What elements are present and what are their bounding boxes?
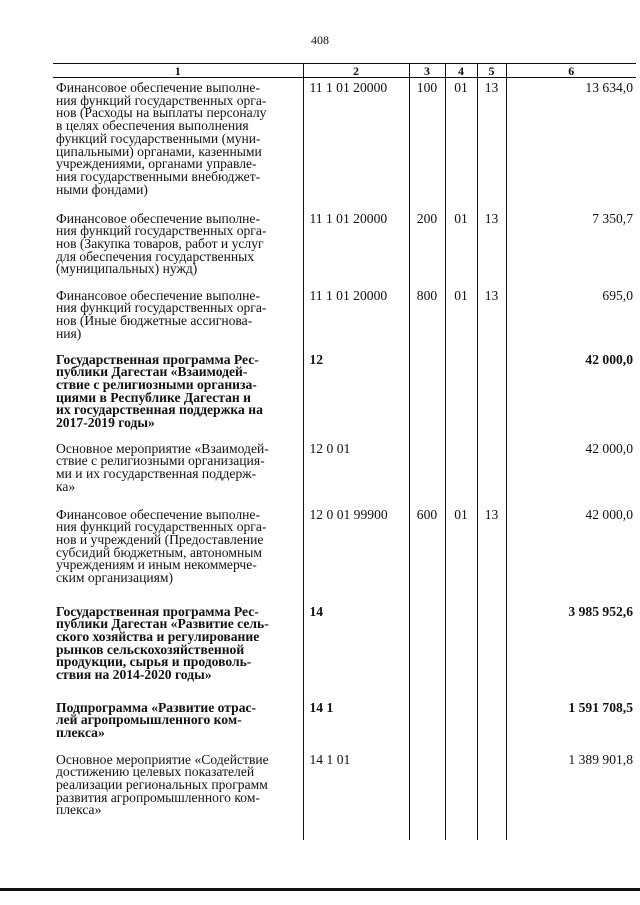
row-pr: 13 bbox=[477, 505, 506, 602]
row-amount: 42 000,0 bbox=[506, 505, 636, 602]
row-rz bbox=[445, 698, 477, 750]
row-code: 14 1 01 bbox=[303, 750, 409, 840]
row-pr: 13 bbox=[477, 78, 506, 209]
row-code: 11 1 01 20000 bbox=[303, 78, 409, 209]
row-code: 14 1 bbox=[303, 698, 409, 750]
table-row bbox=[53, 698, 636, 750]
row-code: 11 1 01 20000 bbox=[303, 286, 409, 350]
row-amount: 7 350,7 bbox=[506, 209, 636, 286]
row-vr: 100 bbox=[409, 78, 445, 209]
row-pr: 13 bbox=[477, 209, 506, 286]
row-vr bbox=[409, 439, 445, 505]
table-row bbox=[53, 350, 636, 439]
row-rz: 01 bbox=[445, 286, 477, 350]
row-amount: 1 389 901,8 bbox=[506, 750, 636, 840]
table-row bbox=[53, 209, 636, 286]
row-rz: 01 bbox=[445, 505, 477, 602]
row-name: Основное мероприятие «Содействие достижению целевых показателей реализации региональных программ развития агропромышленного ком- плекса» bbox=[56, 751, 269, 818]
table-row bbox=[53, 505, 636, 602]
row-vr: 200 bbox=[409, 209, 445, 286]
row-pr bbox=[477, 750, 506, 840]
row-amount: 3 985 952,6 bbox=[506, 602, 636, 698]
row-name: Финансовое обеспечение выполне- ния функций государственных орга- нов (Расходы на выплаты персоналу в целях обеспечения выполнения функций государственными (муни- ципальными) органами, казенными учреждениями, органами управле- ния государственными внебюджет- ными фондами) bbox=[56, 80, 267, 197]
table-row bbox=[53, 286, 636, 350]
row-name: Финансовое обеспечение выполне- ния функций государственных орга- нов (Закупка товаров, работ и услуг для обеспечения государственных (муниципальных) нужд) bbox=[56, 210, 267, 277]
row-name: Государственная программа Рес- публики Дагестан «Развитие сель- ского хозяйства и регулирование рынков сельскохозяйственной продукции, сырья и продоволь- ствия на 2014-2020 годы» bbox=[56, 603, 269, 683]
row-rz bbox=[445, 602, 477, 698]
row-code: 14 bbox=[303, 602, 409, 698]
row-name: Финансовое обеспечение выполне- ния функций государственных орга- нов (Иные бюджетные ассигнова- ния) bbox=[56, 287, 267, 341]
row-amount: 42 000,0 bbox=[506, 439, 636, 505]
table-row bbox=[53, 602, 636, 698]
row-rz bbox=[445, 750, 477, 840]
row-rz bbox=[445, 350, 477, 439]
row-pr: 13 bbox=[477, 286, 506, 350]
header-row bbox=[53, 64, 636, 78]
row-code: 12 0 01 99900 bbox=[303, 505, 409, 602]
row-name: Основное мероприятие «Взаимодей- ствие с религиозными организация- ми и их государственная поддерж- ка» bbox=[56, 440, 269, 494]
row-code: 11 1 01 20000 bbox=[303, 209, 409, 286]
row-pr bbox=[477, 439, 506, 505]
table-row bbox=[53, 78, 636, 209]
row-vr: 800 bbox=[409, 286, 445, 350]
row-rz: 01 bbox=[445, 78, 477, 209]
row-rz: 01 bbox=[445, 209, 477, 286]
scan-border bbox=[0, 888, 640, 891]
row-name: Подпрограмма «Развитие отрас- лей агропромышленного ком- плекса» bbox=[56, 699, 257, 740]
row-rz bbox=[445, 439, 477, 505]
row-code: 12 bbox=[303, 350, 409, 439]
col-header-4: 4 bbox=[445, 64, 477, 78]
col-header-3: 3 bbox=[409, 64, 445, 78]
row-vr bbox=[409, 350, 445, 439]
row-pr bbox=[477, 698, 506, 750]
row-amount: 42 000,0 bbox=[506, 350, 636, 439]
row-vr bbox=[409, 750, 445, 840]
table-body bbox=[53, 78, 636, 840]
budget-table bbox=[53, 63, 636, 840]
row-vr: 600 bbox=[409, 505, 445, 602]
col-header-5: 5 bbox=[477, 64, 506, 78]
row-pr bbox=[477, 350, 506, 439]
row-amount: 695,0 bbox=[506, 286, 636, 350]
row-pr bbox=[477, 602, 506, 698]
row-vr bbox=[409, 698, 445, 750]
row-name: Государственная программа Рес- публики Дагестан «Взаимодей- ствие с религиозными организа- циями в Республике Дагестан и их государственная поддержка на 2017-2019 годы» bbox=[56, 351, 263, 431]
table-row bbox=[53, 439, 636, 505]
row-amount: 13 634,0 bbox=[506, 78, 636, 209]
table-row bbox=[53, 750, 636, 840]
col-header-6: 6 bbox=[506, 64, 636, 78]
row-name: Финансовое обеспечение выполне- ния функций государственных орга- нов и учреждений (Предоставление субсидий бюджетным, автономным учреждениям и иным некоммерче- ским организациям) bbox=[56, 506, 267, 586]
col-header-1: 1 bbox=[53, 64, 303, 78]
page-number: 408 bbox=[311, 33, 329, 47]
row-vr bbox=[409, 602, 445, 698]
row-amount: 1 591 708,5 bbox=[506, 698, 636, 750]
col-header-2: 2 bbox=[303, 64, 409, 78]
row-code: 12 0 01 bbox=[303, 439, 409, 505]
